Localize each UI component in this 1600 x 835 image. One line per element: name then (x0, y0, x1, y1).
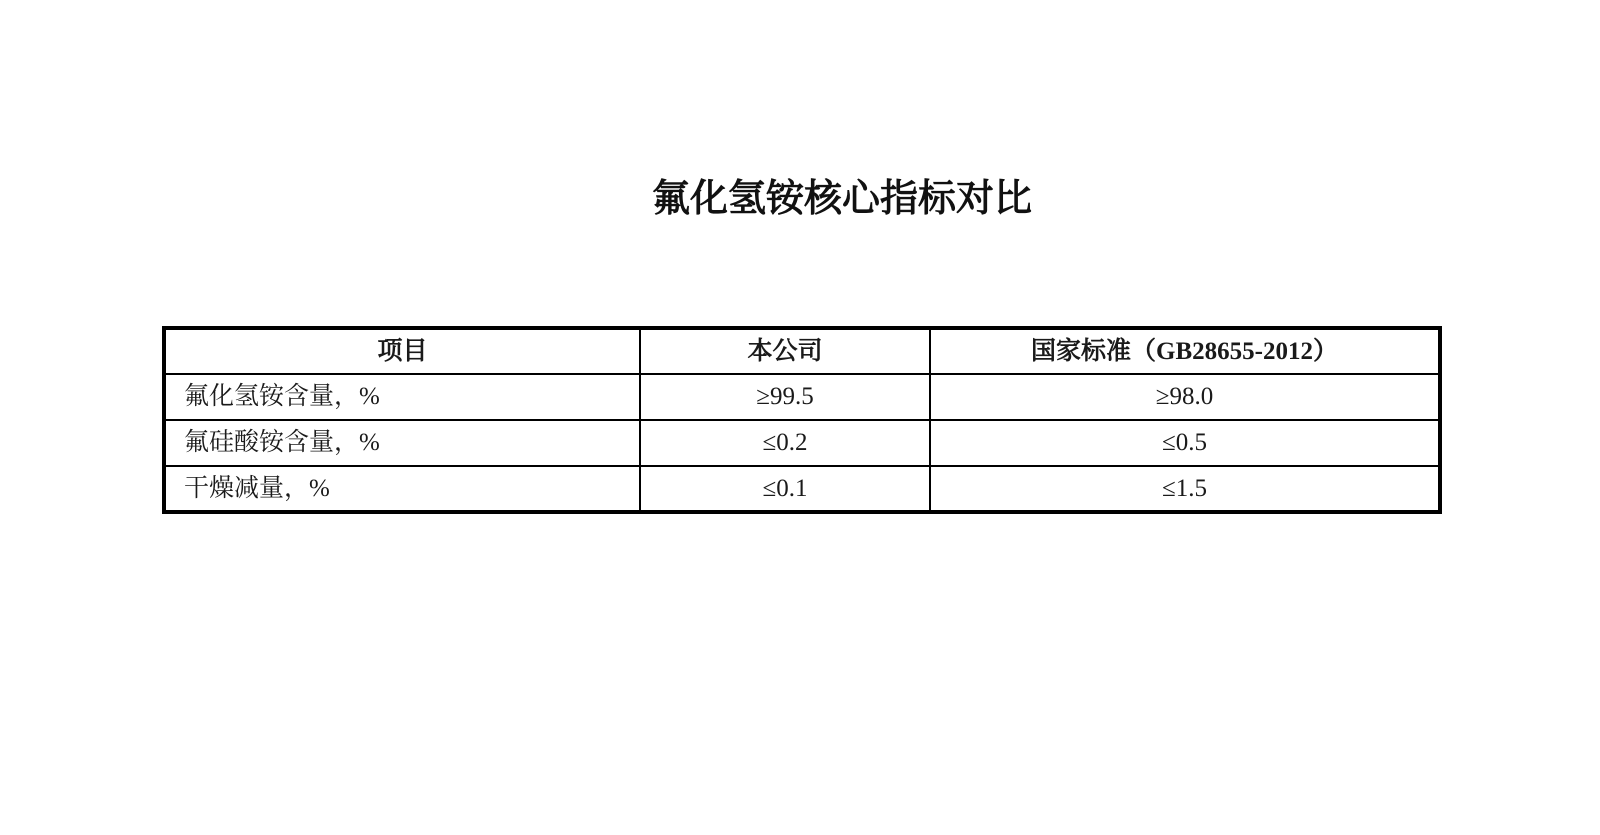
page-title: 氟化氢铵核心指标对比 (652, 178, 1033, 220)
item-name-cell: 氟化氢铵含量，% (164, 374, 640, 420)
header-cell-item: 项目 (164, 328, 640, 374)
national-value-cell: ≤0.5 (930, 420, 1440, 466)
national-value-cell: ≤1.5 (930, 466, 1440, 512)
table-row (164, 466, 1440, 512)
header-cell-national-standard: 国家标准（GB28655-2012） (930, 328, 1440, 374)
table-row (164, 374, 1440, 420)
company-value-cell: ≥99.5 (640, 374, 930, 420)
table-row (164, 420, 1440, 466)
item-name-cell: 氟硅酸铵含量，% (164, 420, 640, 466)
national-value-cell: ≥98.0 (930, 374, 1440, 420)
spec-comparison-table (162, 326, 1442, 514)
table-header-row (164, 328, 1440, 374)
item-name-cell: 干燥减量，% (164, 466, 640, 512)
company-value-cell: ≤0.1 (640, 466, 930, 512)
company-value-cell: ≤0.2 (640, 420, 930, 466)
header-cell-company: 本公司 (640, 328, 930, 374)
